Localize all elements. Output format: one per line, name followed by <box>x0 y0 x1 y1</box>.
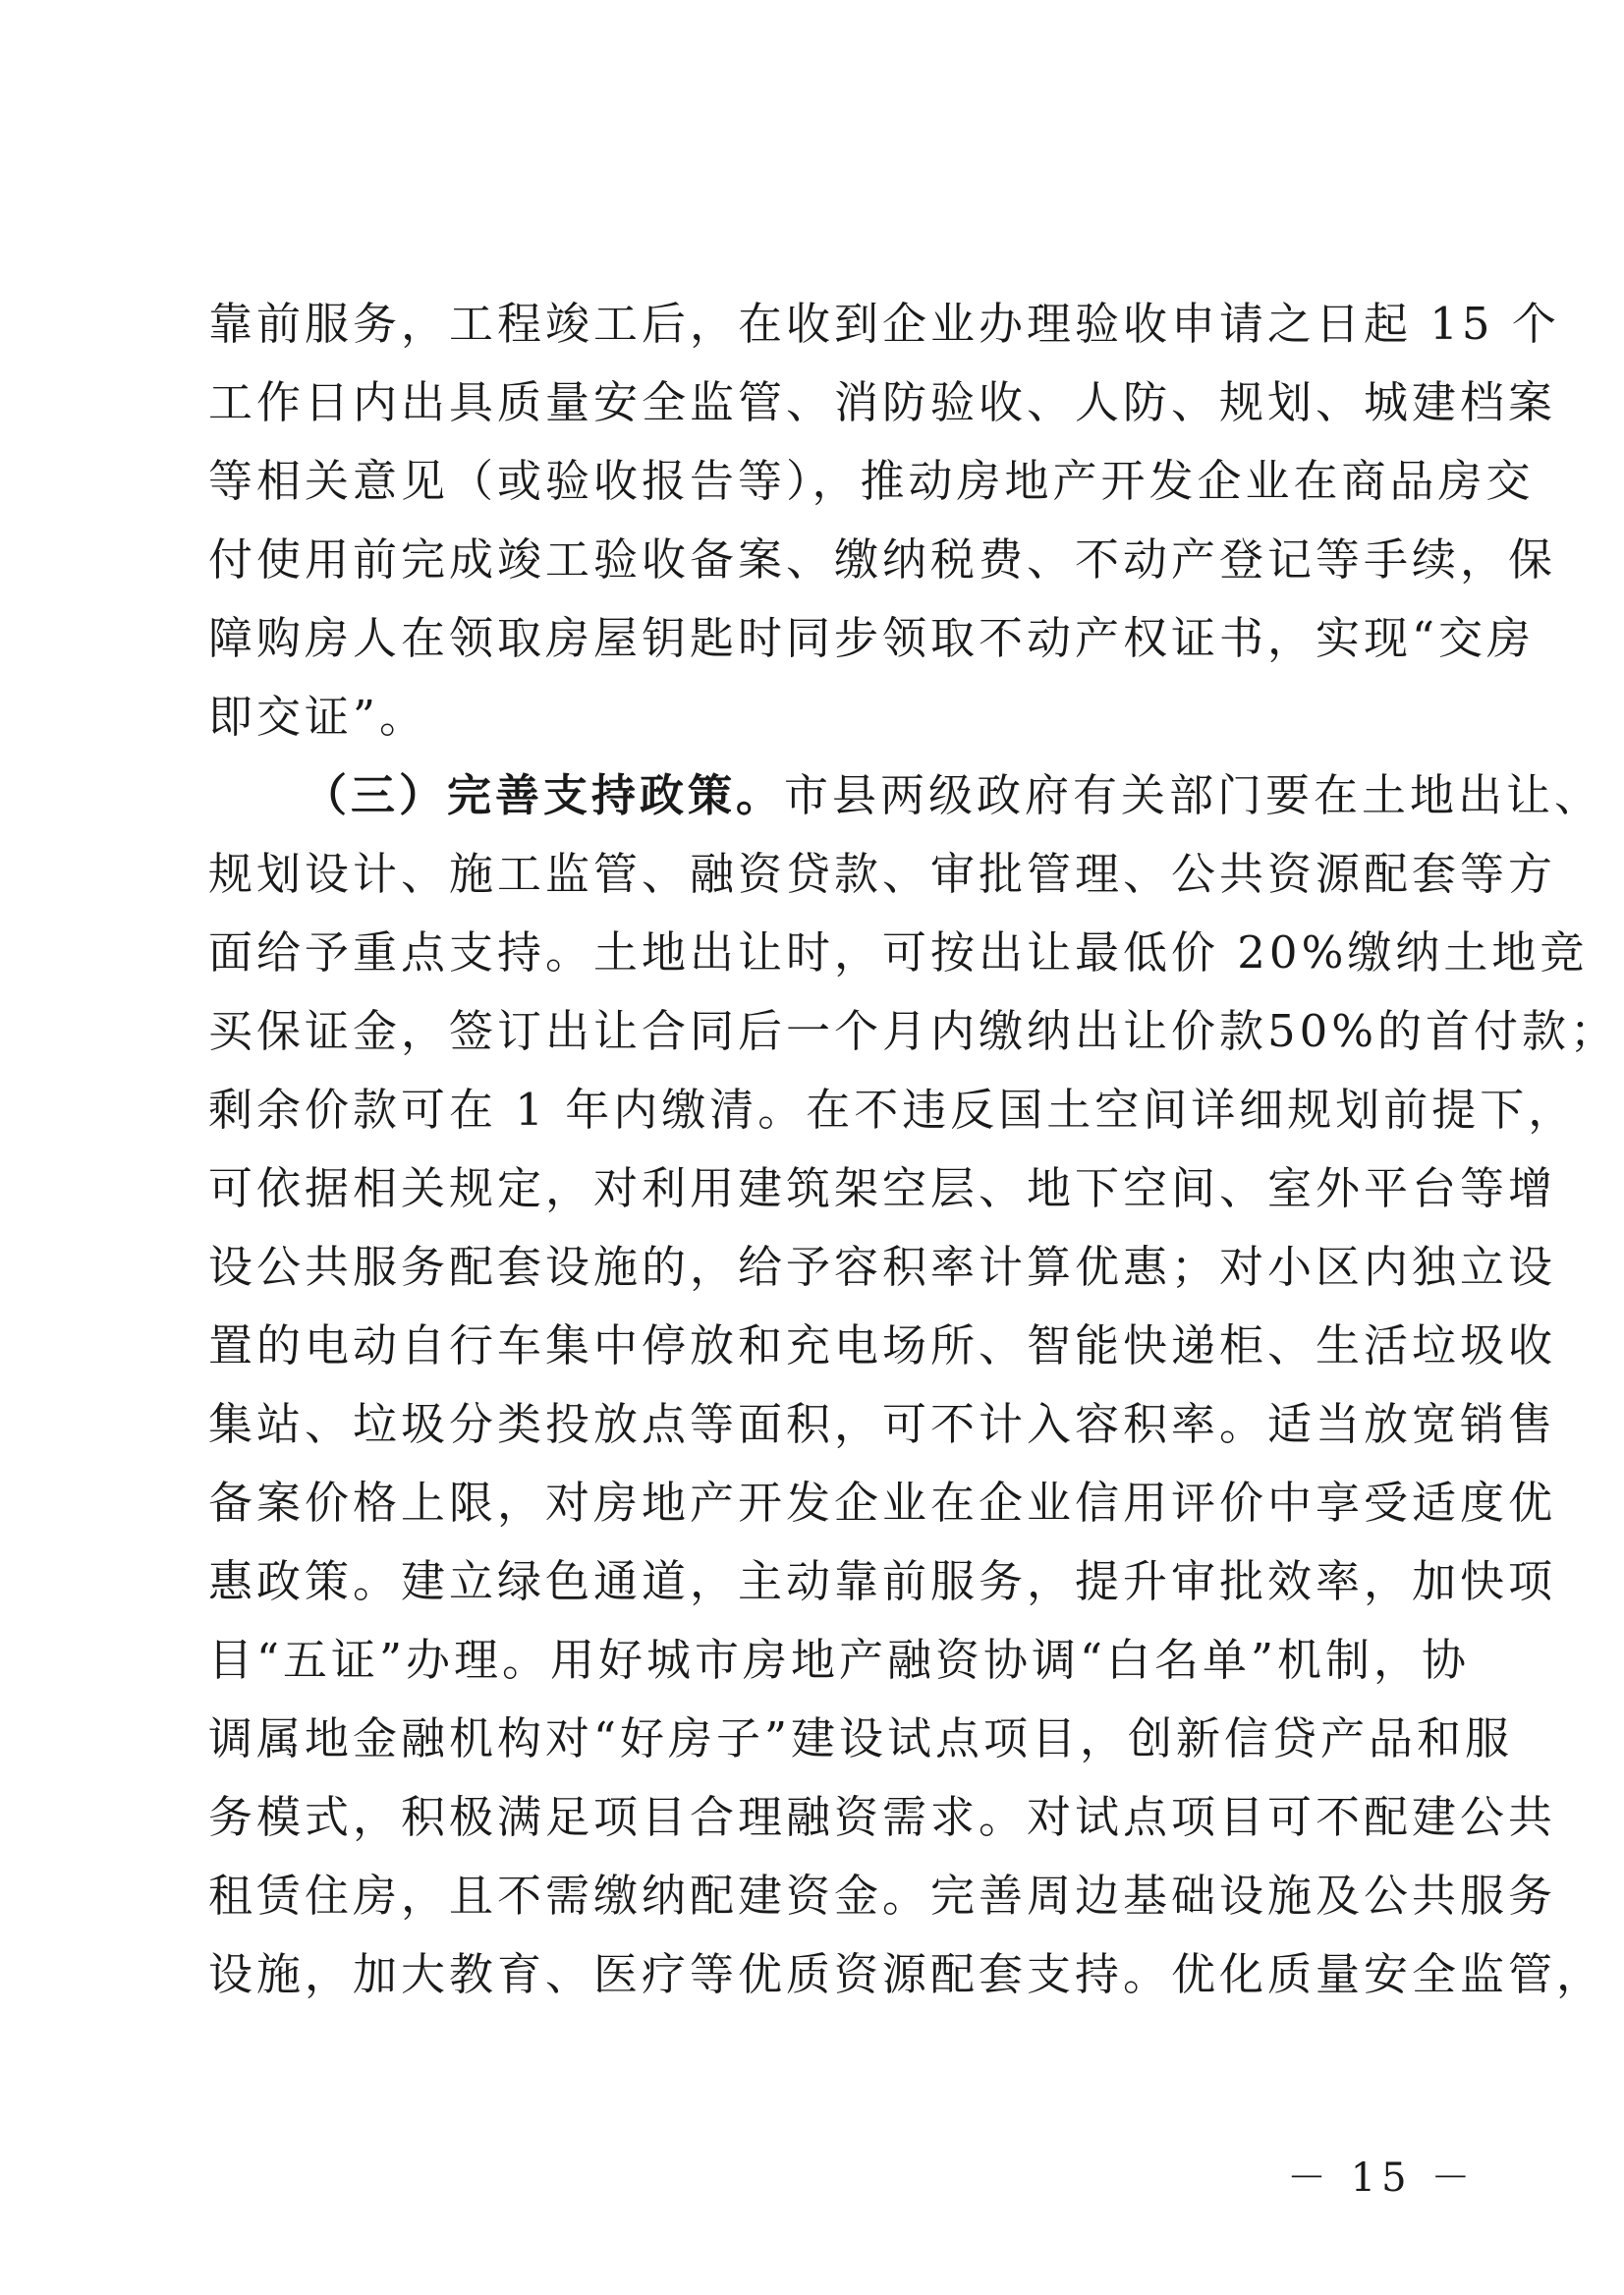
text-line: 付使用前完成竣工验收备案、缴纳税费、不动产登记等手续，保 <box>208 533 1557 586</box>
text-line-rest: 市县两级政府有关部门要在土地出让、 <box>784 769 1603 821</box>
text-line: 即交证”。 <box>208 691 428 743</box>
text-line: 调属地金融机构对“好房子”建设试点项目，创新信贷产品和服 <box>208 1712 1514 1764</box>
text-line: 剩余价款可在 1 年内缴清。在不违反国土空间详细规划前提下， <box>208 1084 1577 1136</box>
text-line: 面给予重点支持。土地出让时，可按出让最低价 20%缴纳土地竞 <box>208 926 1589 979</box>
text-line: 可依据相关规定，对利用建筑架空层、地下空间、室外平台等增 <box>208 1162 1557 1214</box>
text-line: 买保证金，签订出让合同后一个月内缴纳出让价款50%的首付款； <box>208 1005 1619 1057</box>
text-line: 等相关意见（或验收报告等），推动房地产开发企业在商品房交 <box>208 455 1535 507</box>
text-line: 障购房人在领取房屋钥匙时同步领取不动产权证书，实现“交房 <box>208 612 1536 664</box>
text-line: 工作日内出具质量安全监管、消防验收、人防、规划、城建档案 <box>208 376 1557 428</box>
text-line: 租赁住房，且不需缴纳配建资金。完善周边基础设施及公共服务 <box>208 1870 1557 1922</box>
text-line: 置的电动自行车集中停放和充电场所、智能快递柜、生活垃圾收 <box>208 1319 1557 1371</box>
text-line: 集站、垃圾分类投放点等面积，可不计入容积率。适当放宽销售 <box>208 1398 1557 1450</box>
page-number: － 15 － <box>1287 2155 1477 2201</box>
text-line: 务模式，积极满足项目合理融资需求。对试点项目可不配建公共 <box>208 1791 1557 1843</box>
text-line: 设施，加大教育、医疗等优质资源配套支持。优化质量安全监管， <box>208 1948 1605 2000</box>
text-line: 惠政策。建立绿色通道，主动靠前服务，提升审批效率，加快项 <box>208 1555 1557 1607</box>
text-line: 目“五证”办理。用好城市房地产融资协调“白名单”机制，协 <box>208 1634 1471 1686</box>
text-line <box>208 756 1603 835</box>
text-line: 规划设计、施工监管、融资贷款、审批管理、公共资源配套等方 <box>208 848 1557 900</box>
text-line: 备案价格上限，对房地产开发企业在企业信用评价中享受适度优 <box>208 1477 1557 1529</box>
text-line: 设公共服务配套设施的，给予容积率计算优惠；对小区内独立设 <box>208 1241 1557 1293</box>
text-line: 靠前服务，工程竣工后，在收到企业办理验收申请之日起 15 个 <box>208 298 1560 350</box>
body-text <box>208 285 1619 2014</box>
section-heading: （三）完善支持政策。 <box>303 769 785 821</box>
